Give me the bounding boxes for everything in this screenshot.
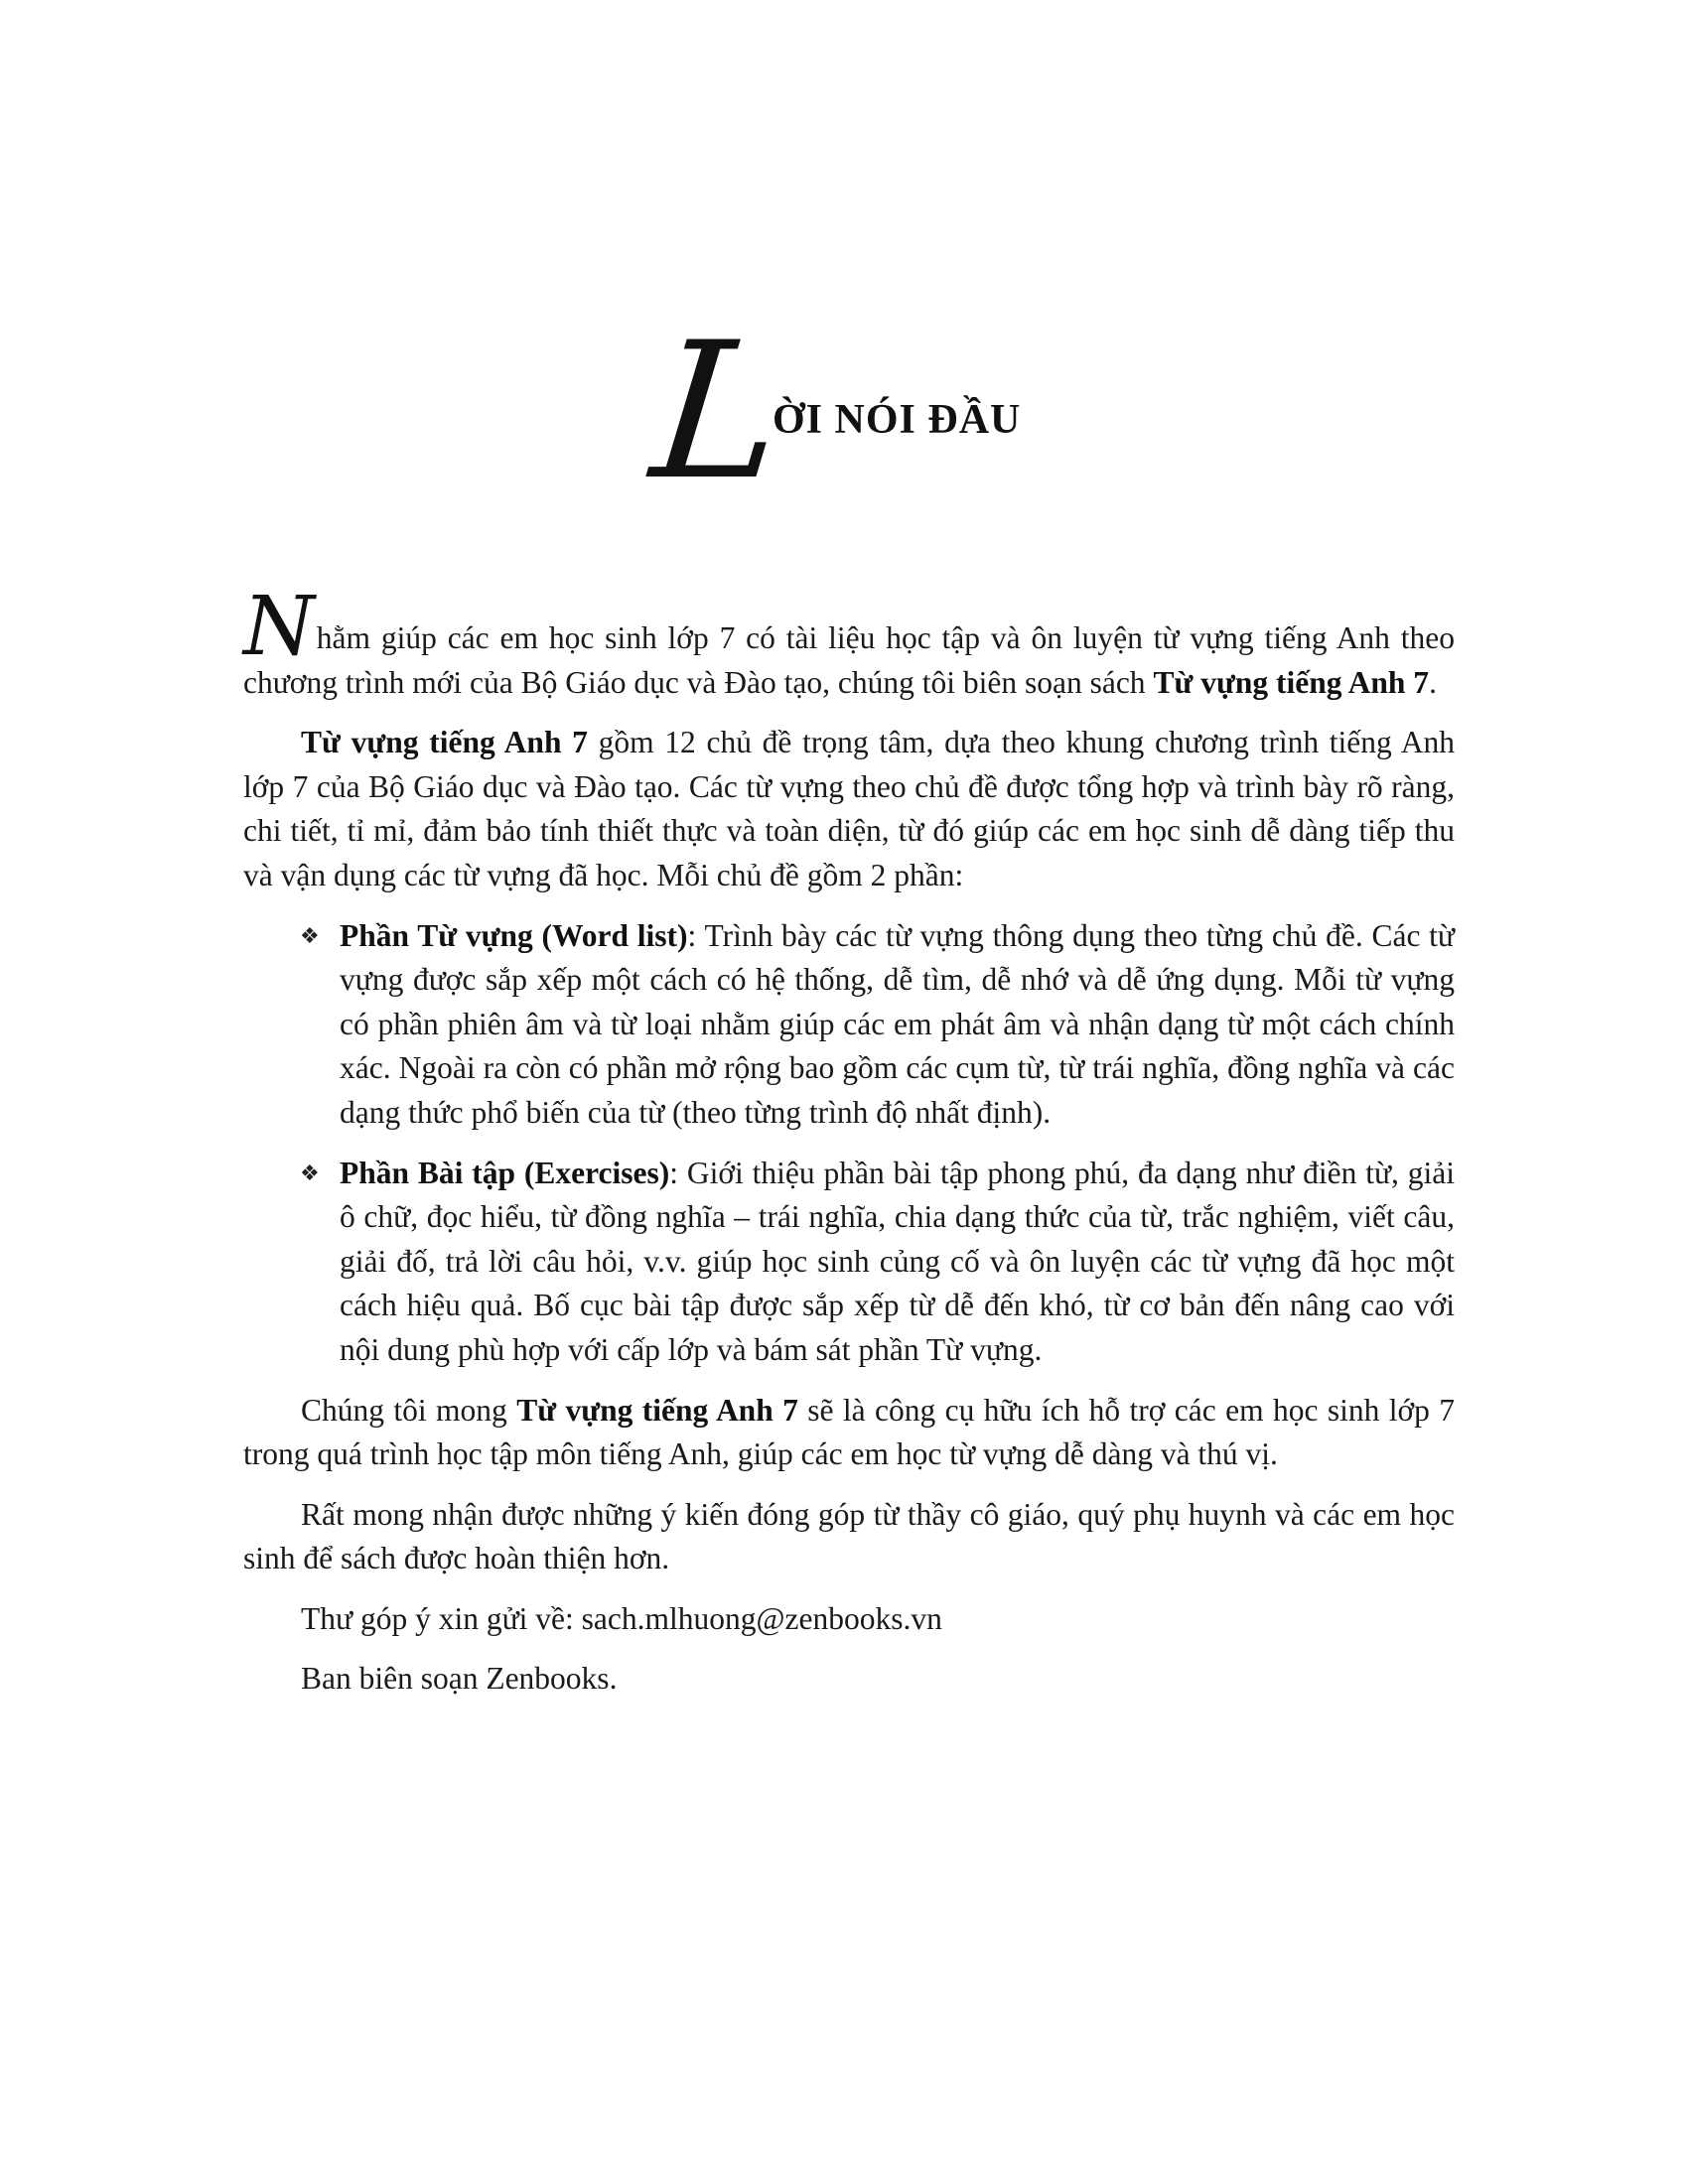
diamond-bullet-icon: ❖ <box>300 1160 320 1185</box>
signature-paragraph: Ban biên soạn Zenbooks. <box>301 1661 618 1697</box>
title-decorative-initial: L <box>643 302 792 521</box>
intro-text-1: hằm giúp các em học sinh lớp 7 có tài liệu học tập và ôn luyện từ vựng tiếng Anh theo chương trình mới của Bộ Giáo dục và Đào tạo, chúng tôi biên soạn sách <box>243 620 1455 700</box>
intro-book-title: Từ vựng tiếng Anh 7 <box>1153 664 1430 700</box>
list-item-heading: Phần Bài tập (Exercises) <box>340 1155 670 1190</box>
hope-paragraph <box>243 1389 1455 1477</box>
list-item-text: : Giới thiệu phần bài tập phong phú, đa dạng như điền từ, giải ô chữ, đọc hiểu, từ đồng nghĩa – trái nghĩa, chia dạng thức của từ, trắc nghiệm, viết câu, giải đố, trả lời câu hỏi, v.v. giúp học sinh củng cố và ôn luyện các từ vựng đã học một cách hiệu quả. Bố cục bài tập được sắp xếp từ dễ đến khó, từ cơ bản đến nâng cao với nội dung phù hợp với cấp lớp và bám sát phần Từ vựng. <box>340 1155 1455 1367</box>
feedback-paragraph: Rất mong nhận được những ý kiến đóng góp từ thầy cô giáo, quý phụ huynh và các em học sinh để sách được hoàn thiện hơn. <box>243 1496 1455 1576</box>
list-item <box>300 914 1455 1136</box>
contact-paragraph: Thư góp ý xin gửi về: sach.mlhuong@zenbooks.vn <box>301 1600 942 1636</box>
section-list <box>243 914 1455 1373</box>
title-text: ỜI NÓI ĐẦU <box>773 397 1022 443</box>
list-item <box>300 1152 1455 1373</box>
hope-text-1: Chúng tôi mong <box>301 1392 517 1428</box>
description-paragraph <box>243 721 1455 897</box>
list-item-text: : Trình bày các từ vựng thông dụng theo từng chủ đề. Các từ vựng được sắp xếp một cách có hệ thống, dễ tìm, dễ nhớ và dễ ứng dụng. Mỗi từ vựng có phần phiên âm và từ loại nhằm giúp các em phát âm và nhận dạng từ một cách chính xác. Ngoài ra còn có phần mở rộng bao gồm các cụm từ, từ trái nghĩa, đồng nghĩa và các dạng thức phổ biến của từ (theo từng trình độ nhất định). <box>340 917 1455 1130</box>
intro-text-2: . <box>1429 664 1437 700</box>
hope-book-title: Từ vựng tiếng Anh 7 <box>516 1392 798 1428</box>
hope-text-2: sẽ là công cụ hữu ích hỗ trợ các em học sinh lớp 7 trong quá trình học tập môn tiếng Anh, giúp các em học từ vựng dễ dàng và thú vị. <box>243 1392 1456 1472</box>
preface-body <box>243 580 1456 1717</box>
description-book-title: Từ vựng tiếng Anh 7 <box>301 725 588 760</box>
intro-drop-letter: N <box>243 580 315 674</box>
intro-paragraph <box>243 580 1455 705</box>
description-text: gồm 12 chủ đề trọng tâm, dựa theo khung chương trình tiếng Anh lớp 7 của Bộ Giáo dục và Đào tạo. Các từ vựng theo chủ đề được tổng hợp và trình bày rõ ràng, chi tiết, tỉ mỉ, đảm bảo tính thiết thực và toàn diện, từ đó giúp các em học sinh dễ dàng tiếp thu và vận dụng các từ vựng đã học. Mỗi chủ đề gồm 2 phần: <box>243 725 1455 892</box>
list-item-heading: Phần Từ vựng (Word list) <box>340 917 688 953</box>
diamond-bullet-icon: ❖ <box>300 922 320 948</box>
page-title <box>643 302 1072 521</box>
